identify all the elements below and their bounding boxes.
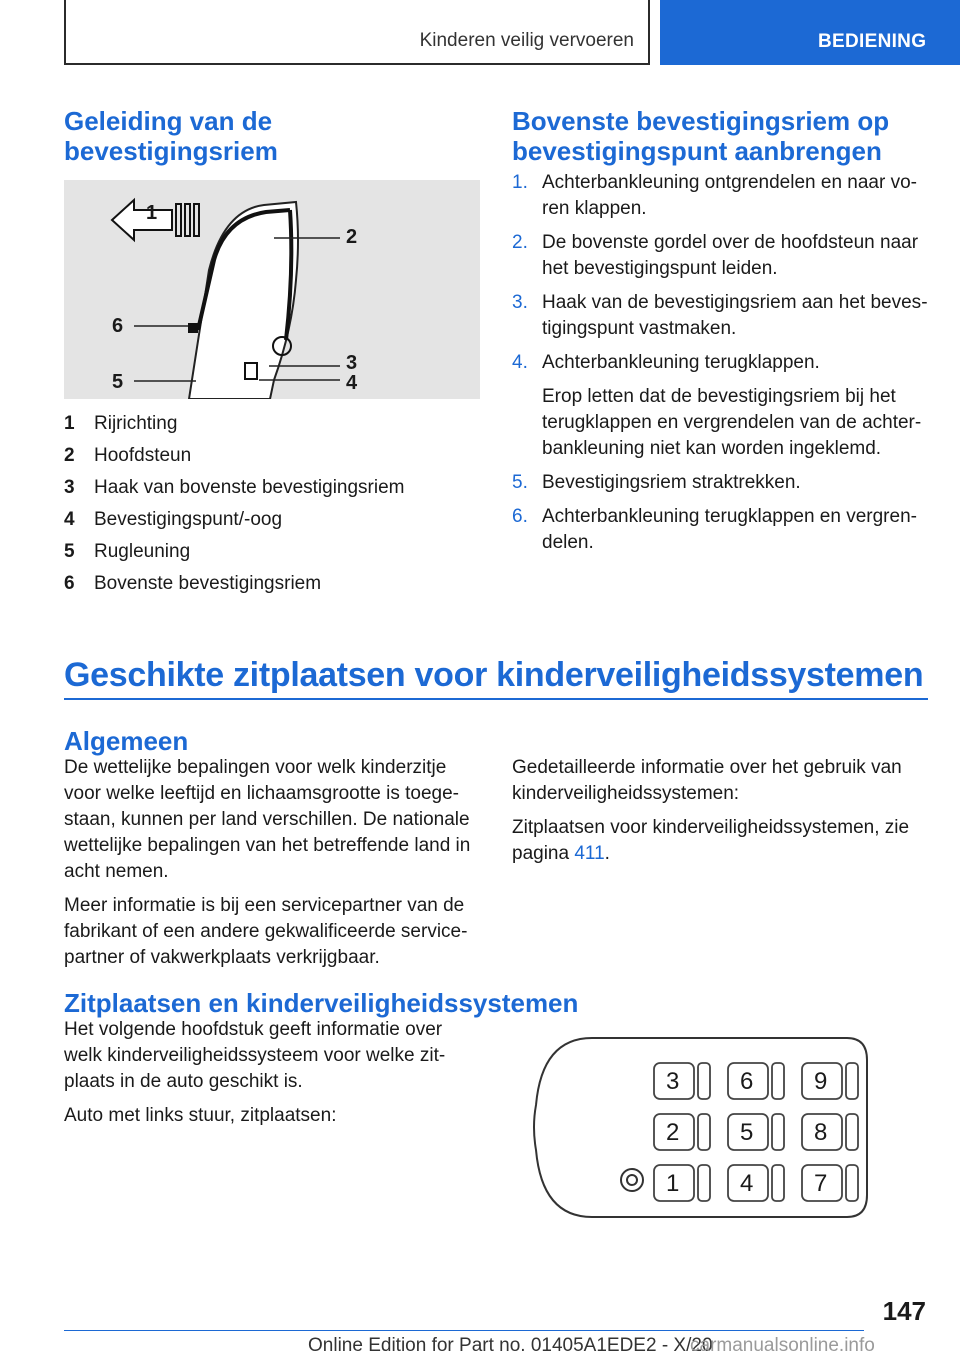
heading-algemeen: Algemeen — [64, 726, 189, 756]
list-item: 2. De bovenste gordel over de hoofdsteun naar het bevestigingspunt leiden. — [512, 232, 919, 279]
heading-zitplaatsen: Zitplaatsen en kinderveiligheidssystemen — [64, 988, 579, 1018]
list-item: 4. Achterbankleuning terugklappen. — [512, 352, 820, 373]
paragraph: De wettelijke bepalingen voor welk kinderzitje voor welke leeftijd en lichaamsgrootte is toegestaan, kunnen per land verschillen. De nationale wettelijke bepalingen van het betreffende land in acht nemen. — [64, 757, 471, 882]
list-item: 3. Haak van de bevestigingsriem aan het bevestigingspunt vastmaken. — [512, 292, 928, 339]
paragraph: Auto met links stuur, zitplaatsen: — [64, 1105, 337, 1126]
footer-rule — [64, 1330, 864, 1331]
callout-1: 1 — [146, 202, 158, 224]
callout-2: 2 — [346, 226, 358, 248]
list-item: 5. Bevestigingsriem straktrekken. — [512, 472, 801, 493]
legend-item: 3 Haak van bovenste bevestigingsriem — [64, 477, 405, 498]
zitplaatsen-text — [64, 1017, 464, 1137]
seat-8: 8 — [814, 1119, 828, 1146]
list-item: 1. Achterbankleuning ontgrendelen en naar voren klappen. — [512, 172, 917, 219]
paragraph: Gedetailleerde informatie over het gebruik van kinderveiligheidssystemen: — [512, 757, 902, 804]
algemeen-right-text — [512, 755, 932, 875]
header-chapter-title: BEDIENING — [818, 31, 927, 52]
seat-2: 2 — [666, 1119, 680, 1146]
callout-6: 6 — [112, 315, 124, 337]
direction-arrow-icon — [112, 200, 172, 240]
paragraph: Zitplaatsen voor kinderveiligheidssystemen, zie pagina 411. — [512, 817, 910, 864]
section-rule — [64, 698, 928, 700]
seat-1: 1 — [666, 1170, 680, 1197]
header-section-title: Kinderen veilig vervoeren — [419, 30, 634, 51]
seat-3: 3 — [666, 1068, 680, 1095]
section-title: Geschikte zitplaatsen voor kinderveiligheidssystemen — [64, 656, 924, 694]
headrest-illustration — [64, 180, 480, 399]
page-link[interactable]: 411 — [574, 843, 605, 864]
headrest-figure — [64, 180, 480, 399]
callout-5: 5 — [112, 371, 124, 393]
watermark: carmanualsonline.info — [690, 1335, 875, 1356]
legend-item: 6 Bovenste bevestigingsriem — [64, 573, 322, 594]
legend-item: 1 Rijrichting — [64, 413, 178, 434]
legend-item: 4 Bevestigingspunt/-oog — [64, 509, 283, 530]
paragraph: Meer informatie is bij een servicepartner van de fabrikant of een andere gekwalificeerde servicepartner of vakwerkplaats verkrijgbaar. — [64, 895, 468, 968]
callout-3: 3 — [346, 352, 358, 374]
header-section-box — [64, 0, 650, 65]
seat-9: 9 — [814, 1068, 828, 1095]
paragraph: Het volgende hoofdstuk geeft informatie over welk kinderveiligheidssysteem voor welke zitplaats in de auto geschikt is. — [64, 1019, 446, 1092]
seat-5: 5 — [740, 1119, 754, 1146]
footer-text: Online Edition for Part no. 01405A1EDE2 - X/20 — [308, 1335, 713, 1356]
legend-item: 5 Rugleuning — [64, 541, 191, 562]
callout-4: 4 — [346, 372, 358, 394]
seat-4: 4 — [740, 1170, 754, 1197]
seat-6: 6 — [740, 1068, 754, 1095]
page-number: 147 — [882, 1296, 926, 1326]
figure-legend — [64, 412, 405, 604]
legend-item: 2 Hoofdsteun — [64, 445, 192, 466]
seat-7: 7 — [814, 1170, 828, 1197]
header-chapter-tab[interactable] — [660, 0, 960, 65]
steering-wheel-icon — [621, 1169, 643, 1191]
seat-diagram — [532, 1030, 872, 1225]
algemeen-left-text — [64, 755, 482, 979]
list-item: 6. Achterbankleuning terugklappen en vergrendelen. — [512, 506, 917, 553]
heading-geleiding: Geleiding van de bevestigingsriem — [64, 106, 278, 166]
step-note: Erop letten dat de bevestigingsriem bij het terugklappen en vergrendelen van de achterbankleuning niet kan worden ingeklemd. — [542, 386, 922, 459]
heading-bovenste: Bovenste bevestigingsriem op bevestigingspunt aanbrengen — [512, 106, 890, 166]
step-list — [512, 170, 932, 564]
